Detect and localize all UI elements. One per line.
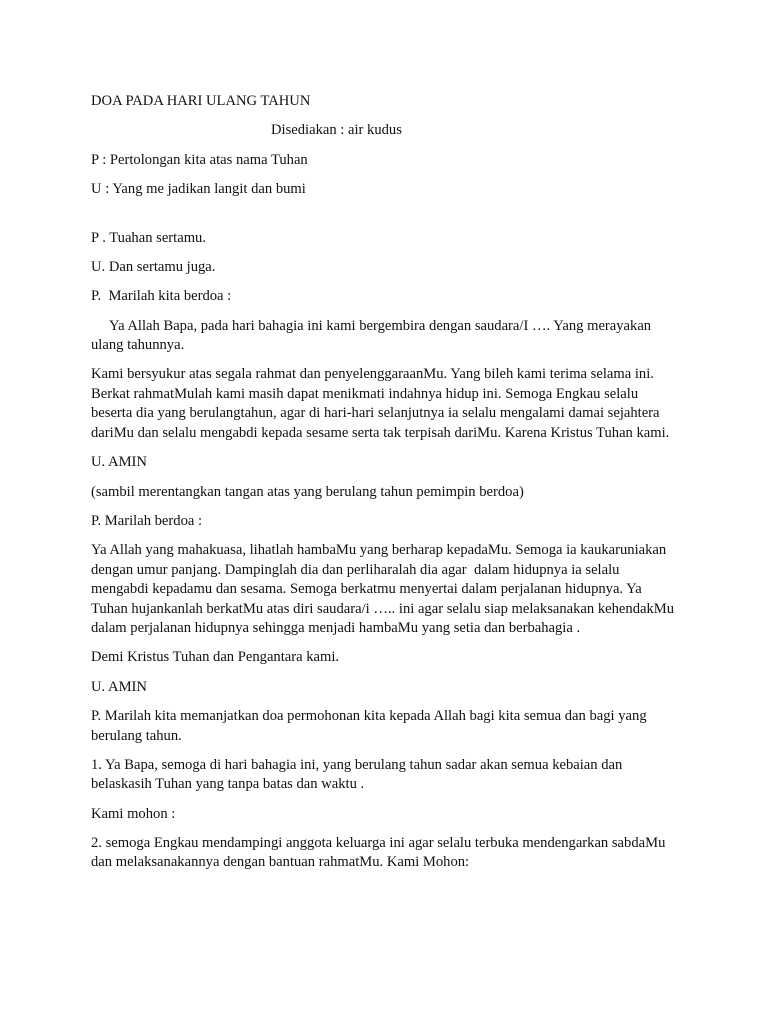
paragraph: P. Marilah berdoa : (91, 512, 203, 529)
paragraph: 2. semoga Engkau mendampingi anggota keluarga ini agar selalu terbuka mendengarkan sabdaMu dan melaksanakannya dengan bantuan rahmatMu. Kami Mohon: (91, 834, 670, 871)
document-title: DOA PADA HARI ULANG TAHUN (91, 93, 311, 109)
paragraph: Kami bersyukur atas segala rahmat dan penyelenggaraanMu. Yang bileh kami terima selama ini. Berkat rahmatMulah kami masih dapat menikmati indahnya hidup ini. Semoga Engkau selalu beserta dia yang berulangtahun, agar di hari-hari selanjutnya ia selalu mengalami damai sejahtera dariMu dan selalu mengabdi kepada sesame serta tak terpisah dariMu. Karena Kristus Tuhan kami. (91, 366, 670, 441)
paragraph: U. AMIN (91, 678, 147, 695)
blank-line (91, 209, 676, 229)
paragraph: U : Yang me jadikan langit dan bumi (91, 180, 306, 197)
paragraph: 1. Ya Bapa, semoga di hari bahagia ini, yang berulang tahun sadar akan semua kebaian dan belaskasih Tuhan yang tanpa batas dan waktu . (91, 756, 626, 793)
paragraph: U. AMIN (91, 454, 147, 471)
paragraph: P. Marilah kita memanjatkan doa permohonan kita kepada Allah bagi kita semua dan bagi yang berulang tahun. (91, 708, 651, 744)
paragraph: (sambil merentangkan tangan atas yang berulang tahun pemimpin berdoa) (91, 483, 524, 500)
paragraph: Kami mohon : (91, 805, 176, 822)
paragraph: P. Marilah kita berdoa : (91, 288, 232, 305)
prepared-by-line: Disediakan : air kudus (271, 122, 402, 139)
paragraph: Demi Kristus Tuhan dan Pengantara kami. (91, 649, 340, 666)
paragraph: P . Tuahan sertamu. (91, 229, 206, 246)
paragraph: U. Dan sertamu juga. (91, 259, 216, 276)
paragraph: P : Pertolongan kita atas nama Tuhan (91, 151, 308, 168)
paragraph: Ya Allah yang mahakuasa, lihatlah hambaMu yang berharap kepadaMu. Semoga ia kaukaruniakan dengan umur panjang. Dampinglah dia dan perliharalah dia agar dalam hidupnya ia selalu mengabdi kepadamu dan sesama. Semoga berkatmu menyertai dalam perjalanan hidupnya. Ya Tuhan hujankanlah berkatMu atas diri saudara/i ….. ini agar selalu siap melaksanakan kehendakMu dalam perjalanan hidupnya sehingga menjadi hambaMu yang setia dan berbahagia . (91, 542, 678, 637)
paragraph: Ya Allah Bapa, pada hari bahagia ini kami bergembira dengan saudara/I …. Yang merayakan ulang tahunnya. (91, 317, 655, 354)
